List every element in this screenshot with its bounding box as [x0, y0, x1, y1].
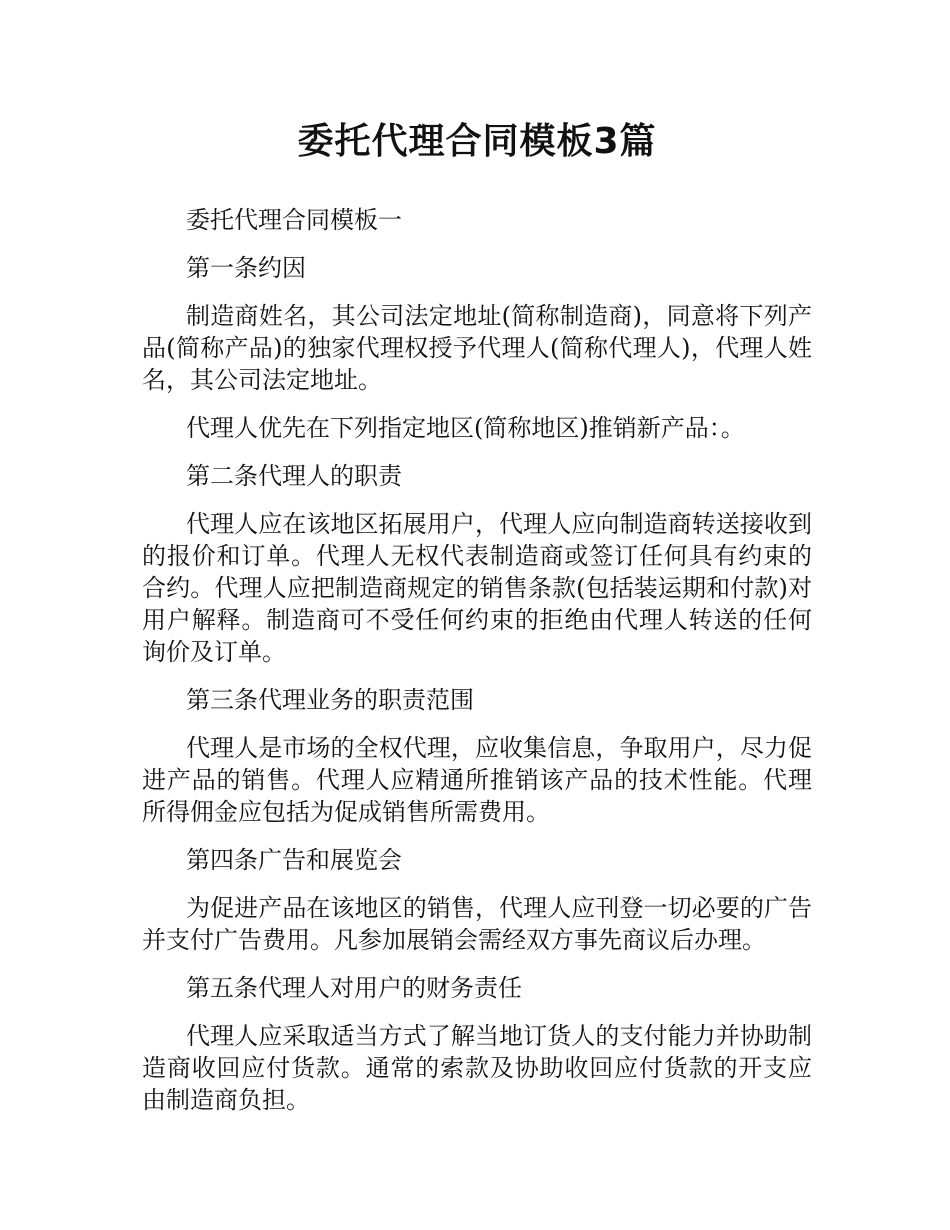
- body-paragraph: 代理人应采取适当方式了解当地订货人的支付能力并协助制造商收回应付货款。通常的索款及协助收回应付货款的开支应由制造商负担。: [142, 1022, 812, 1114]
- body-paragraph: 代理人优先在下列指定地区(简称地区)推销新产品：。: [186, 414, 745, 442]
- document-title: 委托代理合同模板3篇: [297, 121, 657, 162]
- body-paragraph: 制造商姓名，其公司法定地址(简称制造商)，同意将下列产品(简称产品)的独家代理权授予代理人(简称代理人)，代理人姓名，其公司法定地址。: [142, 302, 812, 394]
- section-heading: 委托代理合同模板一: [186, 206, 402, 234]
- article-heading: 第四条广告和展览会: [186, 846, 402, 874]
- article-heading: 第三条代理业务的职责范围: [186, 686, 474, 714]
- body-paragraph: 代理人应在该地区拓展用户，代理人应向制造商转送接收到的报价和订单。代理人无权代表制造商或签订任何具有约束的合约。代理人应把制造商规定的销售条款(包括装运期和付款)对用户解释。制造商可不受任何约束的拒绝由代理人转送的任何询价及订单。: [142, 510, 812, 666]
- article-heading: 第一条约因: [186, 254, 306, 282]
- article-heading: 第五条代理人对用户的财务责任: [186, 974, 522, 1002]
- article-heading: 第二条代理人的职责: [186, 462, 402, 490]
- body-paragraph: 为促进产品在该地区的销售，代理人应刊登一切必要的广告并支付广告费用。凡参加展销会需经双方事先商议后办理。: [142, 894, 812, 954]
- body-paragraph: 代理人是市场的全权代理，应收集信息，争取用户，尽力促进产品的销售。代理人应精通所推销该产品的技术性能。代理所得佣金应包括为促成销售所需费用。: [142, 734, 812, 826]
